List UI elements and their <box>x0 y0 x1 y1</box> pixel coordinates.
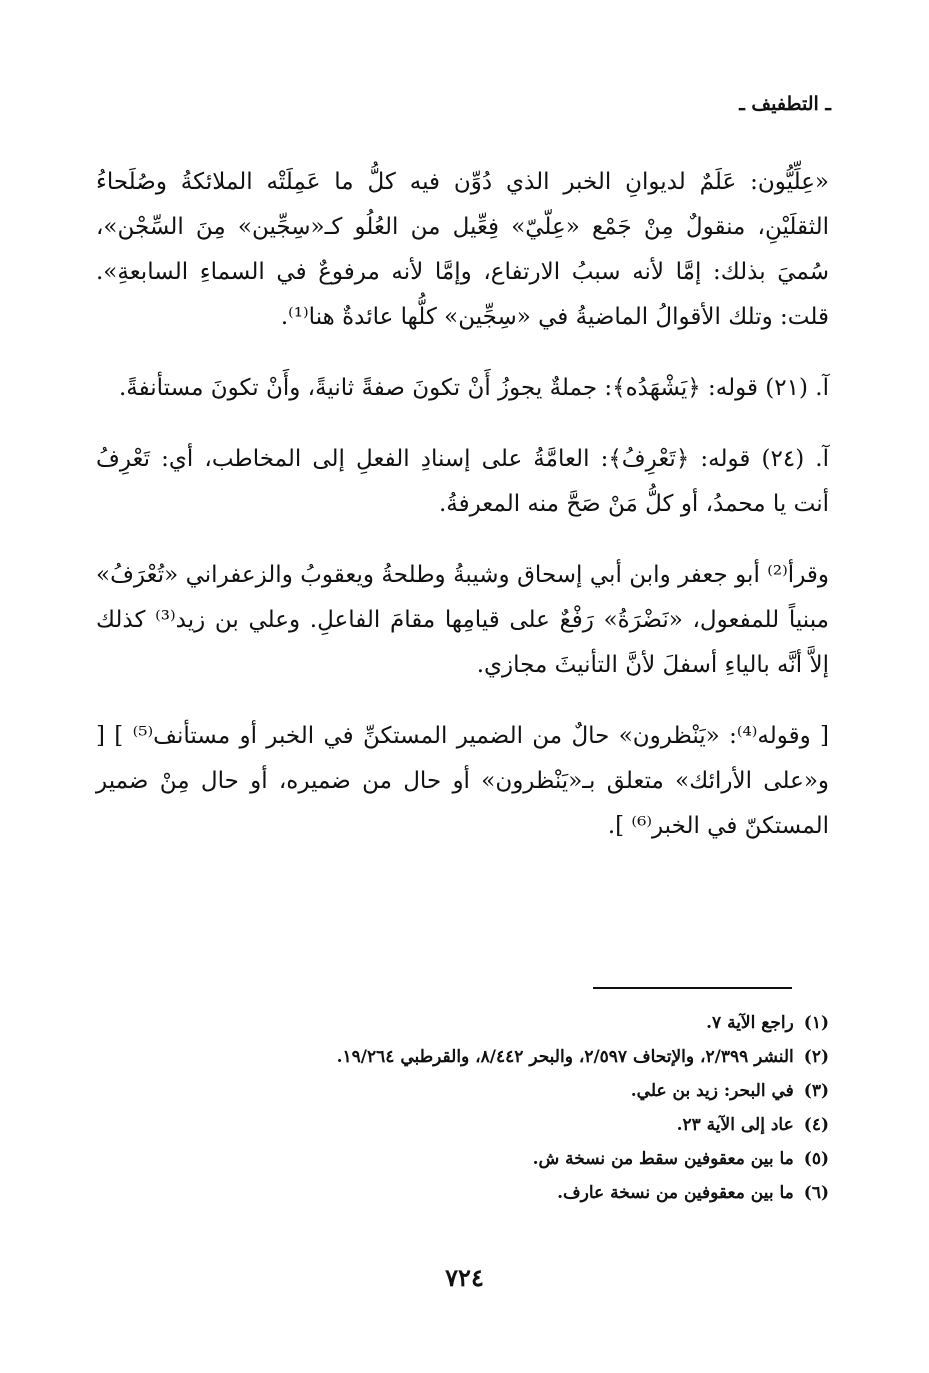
footnote-text: عاد إلى الآية ٢٣. <box>676 1115 794 1135</box>
footnote-6 <box>96 1176 829 1210</box>
footnote-1 <box>96 1006 829 1040</box>
main-text <box>96 160 829 849</box>
footnote-number: (٦) <box>803 1183 829 1203</box>
footnote-number: (٣) <box>803 1081 829 1101</box>
paragraph-illiyyun: «عِلِّيُّون: عَلَمٌ لديوانِ الخبر الذي دُوِّن فيه كلُّ ما عَمِلَتْه الملائكةُ وصُلَحاءُ الثقلَيْنِ، منقولٌ مِنْ جَمْع «عِلّيّ» فِعِّيل من العُلُو كـ«سِجِّين» مِنَ السِّجْن»، سُميَ بذلك: إمَّا لأنه سببُ الارتفاع، وإمَّا لأنه مرفوعٌ في السماءِ السابعةِ». قلت: وتلك الأقوالُ الماضيةُ في «سِجِّين» كلُّها عائدةٌ هنا⁽¹⁾. <box>96 169 829 330</box>
footnote-5 <box>96 1142 829 1176</box>
footnote-2 <box>96 1040 829 1074</box>
paragraph-yanzurun: [ وقوله⁽⁴⁾: «يَنْظرون» حالٌ من الضمير المستكنِّ في الخبر أو مستأنف⁽⁵⁾ ] [ و«على الأرائك» متعلق بـ«يَنْظرون» أو حال من ضميره، أو حال مِنْ ضمير المستكنّ في الخبر⁽⁶⁾ ]. <box>96 723 829 839</box>
paragraph-qiraat: وقرأ⁽²⁾ أبو جعفر وابن أبي إسحاق وشيبةُ وطلحةُ ويعقوبُ والزعفراني «تُعْرَفُ» مبنياً للمفعول، «نَضْرَةُ» رَفْعٌ على قيامِها مقامَ الفاعلِ. وعلي بن زيد⁽³⁾ كذلك إلاَّ أنَّه بالياءِ أسفلَ لأنَّ التأنيثَ مجازي. <box>96 562 829 678</box>
footnote-text: ما بين معقوفين من نسخة عارف. <box>557 1183 794 1203</box>
running-header: ـ التطفيف ـ <box>739 93 831 115</box>
paragraph-verse-24: آ. (٢٤) قوله: ﴿تَعْرِفُ﴾: العامَّةُ على إسنادِ الفعلِ إلى المخاطب، أي: تَعْرِفُ أنت يا محمدُ، أو كلُّ مَنْ صَحَّ منه المعرفةُ. <box>96 446 829 517</box>
footnote-text: ما بين معقوفين سقط من نسخة ش. <box>532 1149 794 1169</box>
paragraph-verse-21: آ. (٢١) قوله: ﴿يَشْهَدُه﴾: جملةٌ يجوزُ أَنْ تكونَ صفةً ثانيةً، وأَنْ تكونَ مستأنفةً. <box>118 375 829 401</box>
footnote-text: في البحر: زيد بن علي. <box>630 1081 794 1101</box>
footnote-3 <box>96 1074 829 1108</box>
footnote-number: (٢) <box>803 1047 829 1067</box>
footnote-number: (١) <box>803 1013 829 1033</box>
footnote-divider <box>593 987 792 989</box>
page-number: ٧٢٤ <box>445 1263 484 1292</box>
footnote-number: (٤) <box>803 1115 829 1135</box>
footnote-text: راجع الآية ٧. <box>706 1013 794 1033</box>
footnote-4 <box>96 1108 829 1142</box>
footnote-number: (٥) <box>803 1149 829 1169</box>
footnote-text: النشر ٢/٣٩٩، والإتحاف ٢/٥٩٧، والبحر ٨/٤٤٢، والقرطبي ١٩/٢٦٤. <box>336 1047 794 1067</box>
footnotes <box>96 1006 829 1210</box>
